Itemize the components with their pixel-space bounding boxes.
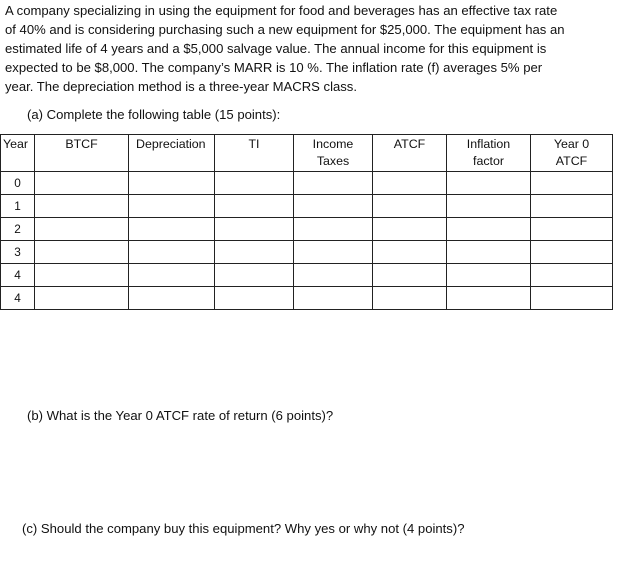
year-cell: 0 <box>1 172 35 195</box>
income-taxes-cell[interactable] <box>294 195 373 218</box>
col-header-ti: TI <box>215 135 294 172</box>
atcf-cell[interactable] <box>373 172 447 195</box>
ti-cell[interactable] <box>215 287 294 310</box>
table-row <box>1 195 613 218</box>
year0-atcf-cell[interactable] <box>531 264 613 287</box>
inflation-factor-cell[interactable] <box>447 218 531 241</box>
income-taxes-cell[interactable] <box>294 264 373 287</box>
col-header-depreciation: Depreciation <box>129 135 215 172</box>
ti-cell[interactable] <box>215 195 294 218</box>
col-header-year0-atcf: Year 0 ATCF <box>531 135 613 172</box>
income-taxes-cell[interactable] <box>294 172 373 195</box>
btcf-cell[interactable] <box>35 172 129 195</box>
depreciation-cell[interactable] <box>129 195 215 218</box>
ti-cell[interactable] <box>215 241 294 264</box>
btcf-cell[interactable] <box>35 241 129 264</box>
year0-atcf-cell[interactable] <box>531 287 613 310</box>
year-cell: 1 <box>1 195 35 218</box>
part-b-label: (b) What is the Year 0 ATCF rate of return (6 points)? <box>27 408 334 423</box>
col-header-inflation-factor: Inflation factor <box>447 135 531 172</box>
atcf-cell[interactable] <box>373 287 447 310</box>
btcf-cell[interactable] <box>35 287 129 310</box>
table-header-row <box>1 135 613 172</box>
problem-statement <box>5 1 605 96</box>
col-header-atcf: ATCF <box>373 135 447 172</box>
depreciation-cell[interactable] <box>129 241 215 264</box>
btcf-cell[interactable] <box>35 264 129 287</box>
table-row <box>1 264 613 287</box>
atcf-cell[interactable] <box>373 195 447 218</box>
inflation-factor-cell[interactable] <box>447 264 531 287</box>
problem-line: of 40% and is considering purchasing such a new equipment for $25,000. The equipment has an <box>5 22 565 37</box>
inflation-factor-cell[interactable] <box>447 241 531 264</box>
inflation-factor-cell[interactable] <box>447 172 531 195</box>
col-header-income-taxes: Income Taxes <box>294 135 373 172</box>
depreciation-cell[interactable] <box>129 287 215 310</box>
problem-line: A company specializing in using the equipment for food and beverages has an effective tax rate <box>5 3 558 18</box>
year-cell: 3 <box>1 241 35 264</box>
table-row <box>1 241 613 264</box>
income-taxes-cell[interactable] <box>294 287 373 310</box>
year0-atcf-cell[interactable] <box>531 195 613 218</box>
inflation-factor-cell[interactable] <box>447 287 531 310</box>
year0-atcf-cell[interactable] <box>531 172 613 195</box>
income-taxes-cell[interactable] <box>294 241 373 264</box>
problem-line: expected to be $8,000. The company’s MARR is 10 %. The inflation rate (f) averages 5% per <box>5 60 543 75</box>
part-a-label: (a) Complete the following table (15 points): <box>27 107 281 122</box>
col-header-btcf: BTCF <box>35 135 129 172</box>
inflation-factor-cell[interactable] <box>447 195 531 218</box>
table-row <box>1 218 613 241</box>
atcf-cell[interactable] <box>373 218 447 241</box>
answer-table <box>0 134 613 310</box>
problem-line: estimated life of 4 years and a $5,000 salvage value. The annual income for this equipment is <box>5 41 547 56</box>
btcf-cell[interactable] <box>35 218 129 241</box>
year0-atcf-cell[interactable] <box>531 241 613 264</box>
depreciation-cell[interactable] <box>129 264 215 287</box>
income-taxes-cell[interactable] <box>294 218 373 241</box>
atcf-cell[interactable] <box>373 264 447 287</box>
problem-line: year. The depreciation method is a three-year MACRS class. <box>5 79 357 94</box>
part-c-label: (c) Should the company buy this equipment? Why yes or why not (4 points)? <box>22 521 465 536</box>
depreciation-cell[interactable] <box>129 172 215 195</box>
btcf-cell[interactable] <box>35 195 129 218</box>
atcf-cell[interactable] <box>373 241 447 264</box>
ti-cell[interactable] <box>215 172 294 195</box>
year0-atcf-cell[interactable] <box>531 218 613 241</box>
table-row <box>1 287 613 310</box>
year-cell: 4 <box>1 264 35 287</box>
col-header-year: Year <box>1 135 35 172</box>
year-cell: 4 <box>1 287 35 310</box>
depreciation-cell[interactable] <box>129 218 215 241</box>
ti-cell[interactable] <box>215 218 294 241</box>
ti-cell[interactable] <box>215 264 294 287</box>
table-row <box>1 172 613 195</box>
year-cell: 2 <box>1 218 35 241</box>
